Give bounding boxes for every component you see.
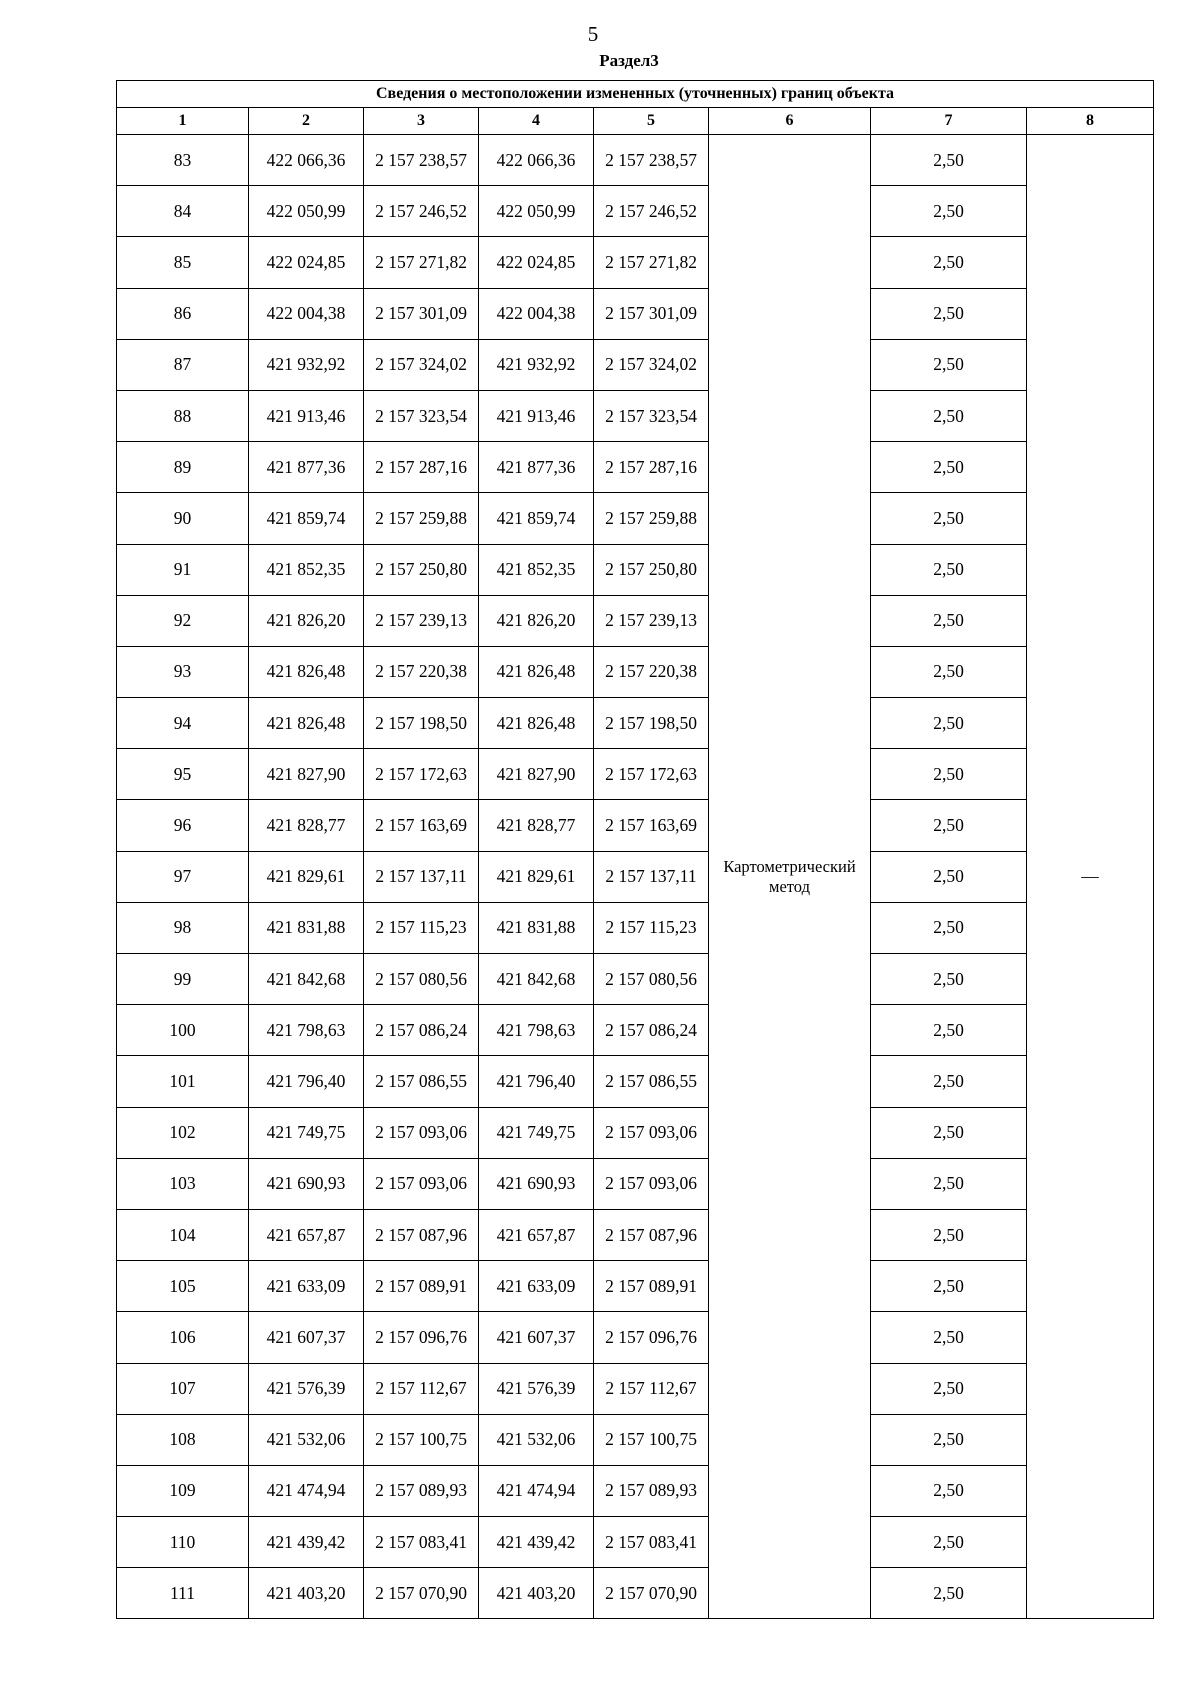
- x-existing-cell: 421 798,63: [249, 1005, 364, 1056]
- point-number-cell: 94: [117, 698, 249, 749]
- table-row: [117, 544, 1154, 595]
- accuracy-cell: 2,50: [871, 698, 1027, 749]
- y-refined-cell: 2 157 100,75: [594, 1414, 709, 1465]
- x-refined-cell: 422 050,99: [479, 186, 594, 237]
- y-refined-cell: 2 157 238,57: [594, 135, 709, 186]
- x-existing-cell: 421 576,39: [249, 1363, 364, 1414]
- x-refined-cell: 421 749,75: [479, 1107, 594, 1158]
- point-number-cell: 95: [117, 749, 249, 800]
- x-existing-cell: 421 607,37: [249, 1312, 364, 1363]
- table-row: [117, 186, 1154, 237]
- table-row: [117, 1414, 1154, 1465]
- column-header-1: 1: [117, 108, 249, 135]
- y-existing-cell: 2 157 163,69: [364, 800, 479, 851]
- x-existing-cell: 421 932,92: [249, 339, 364, 390]
- point-number-cell: 97: [117, 851, 249, 902]
- point-number-cell: 93: [117, 646, 249, 697]
- point-number-cell: 109: [117, 1465, 249, 1516]
- y-refined-cell: 2 157 080,56: [594, 954, 709, 1005]
- method-cell: Картометрический метод: [709, 135, 871, 1619]
- x-refined-cell: 421 852,35: [479, 544, 594, 595]
- table-row: [117, 1312, 1154, 1363]
- y-refined-cell: 2 157 086,24: [594, 1005, 709, 1056]
- x-refined-cell: 421 859,74: [479, 493, 594, 544]
- accuracy-cell: 2,50: [871, 954, 1027, 1005]
- y-existing-cell: 2 157 089,91: [364, 1261, 479, 1312]
- accuracy-cell: 2,50: [871, 1005, 1027, 1056]
- x-existing-cell: 421 826,48: [249, 646, 364, 697]
- accuracy-cell: 2,50: [871, 1465, 1027, 1516]
- y-refined-cell: 2 157 287,16: [594, 442, 709, 493]
- column-header-8: 8: [1027, 108, 1154, 135]
- y-existing-cell: 2 157 250,80: [364, 544, 479, 595]
- x-refined-cell: 421 439,42: [479, 1517, 594, 1568]
- x-existing-cell: 421 826,48: [249, 698, 364, 749]
- accuracy-cell: 2,50: [871, 646, 1027, 697]
- point-number-cell: 110: [117, 1517, 249, 1568]
- point-number-cell: 96: [117, 800, 249, 851]
- x-refined-cell: 421 796,40: [479, 1056, 594, 1107]
- x-refined-cell: 421 403,20: [479, 1568, 594, 1619]
- y-refined-cell: 2 157 093,06: [594, 1158, 709, 1209]
- table-row: [117, 1158, 1154, 1209]
- x-refined-cell: 421 831,88: [479, 902, 594, 953]
- point-number-cell: 91: [117, 544, 249, 595]
- table-row: [117, 1005, 1154, 1056]
- table-row: [117, 902, 1154, 953]
- table-row: [117, 135, 1154, 186]
- x-existing-cell: 421 749,75: [249, 1107, 364, 1158]
- accuracy-cell: 2,50: [871, 339, 1027, 390]
- accuracy-cell: 2,50: [871, 1517, 1027, 1568]
- accuracy-cell: 2,50: [871, 1568, 1027, 1619]
- accuracy-cell: 2,50: [871, 595, 1027, 646]
- column-header-6: 6: [709, 108, 871, 135]
- x-existing-cell: 421 826,20: [249, 595, 364, 646]
- y-refined-cell: 2 157 259,88: [594, 493, 709, 544]
- point-number-cell: 99: [117, 954, 249, 1005]
- y-existing-cell: 2 157 100,75: [364, 1414, 479, 1465]
- point-number-cell: 104: [117, 1209, 249, 1260]
- y-refined-cell: 2 157 172,63: [594, 749, 709, 800]
- y-existing-cell: 2 157 137,11: [364, 851, 479, 902]
- x-existing-cell: 422 004,38: [249, 288, 364, 339]
- accuracy-cell: 2,50: [871, 390, 1027, 441]
- x-existing-cell: 421 403,20: [249, 1568, 364, 1619]
- x-refined-cell: 422 066,36: [479, 135, 594, 186]
- y-refined-cell: 2 157 086,55: [594, 1056, 709, 1107]
- x-refined-cell: 421 798,63: [479, 1005, 594, 1056]
- column8-cell: —: [1027, 135, 1154, 1619]
- table-row: [117, 339, 1154, 390]
- y-existing-cell: 2 157 086,24: [364, 1005, 479, 1056]
- point-number-cell: 86: [117, 288, 249, 339]
- y-refined-cell: 2 157 087,96: [594, 1209, 709, 1260]
- accuracy-cell: 2,50: [871, 1261, 1027, 1312]
- x-refined-cell: 421 826,48: [479, 646, 594, 697]
- x-existing-cell: 421 633,09: [249, 1261, 364, 1312]
- y-existing-cell: 2 157 259,88: [364, 493, 479, 544]
- y-existing-cell: 2 157 115,23: [364, 902, 479, 953]
- accuracy-cell: 2,50: [871, 902, 1027, 953]
- x-existing-cell: 421 828,77: [249, 800, 364, 851]
- y-refined-cell: 2 157 112,67: [594, 1363, 709, 1414]
- y-existing-cell: 2 157 220,38: [364, 646, 479, 697]
- x-refined-cell: 421 607,37: [479, 1312, 594, 1363]
- point-number-cell: 85: [117, 237, 249, 288]
- y-existing-cell: 2 157 239,13: [364, 595, 479, 646]
- x-existing-cell: 421 690,93: [249, 1158, 364, 1209]
- x-existing-cell: 421 439,42: [249, 1517, 364, 1568]
- y-refined-cell: 2 157 250,80: [594, 544, 709, 595]
- table-row: [117, 288, 1154, 339]
- y-refined-cell: 2 157 093,06: [594, 1107, 709, 1158]
- point-number-cell: 100: [117, 1005, 249, 1056]
- y-refined-cell: 2 157 246,52: [594, 186, 709, 237]
- y-existing-cell: 2 157 198,50: [364, 698, 479, 749]
- y-existing-cell: 2 157 086,55: [364, 1056, 479, 1107]
- x-existing-cell: 421 827,90: [249, 749, 364, 800]
- y-refined-cell: 2 157 220,38: [594, 646, 709, 697]
- table-caption: Сведения о местоположении измененных (уточненных) границ объекта: [117, 81, 1154, 108]
- y-existing-cell: 2 157 070,90: [364, 1568, 479, 1619]
- table-row: [117, 237, 1154, 288]
- y-refined-cell: 2 157 096,76: [594, 1312, 709, 1363]
- table-row: [117, 954, 1154, 1005]
- x-existing-cell: 421 877,36: [249, 442, 364, 493]
- y-refined-cell: 2 157 070,90: [594, 1568, 709, 1619]
- table-row: [117, 1209, 1154, 1260]
- accuracy-cell: 2,50: [871, 493, 1027, 544]
- y-existing-cell: 2 157 096,76: [364, 1312, 479, 1363]
- page-number: 5: [587, 22, 599, 46]
- table-row: [117, 1363, 1154, 1414]
- y-existing-cell: 2 157 238,57: [364, 135, 479, 186]
- point-number-cell: 103: [117, 1158, 249, 1209]
- point-number-cell: 98: [117, 902, 249, 953]
- y-refined-cell: 2 157 239,13: [594, 595, 709, 646]
- x-refined-cell: 421 633,09: [479, 1261, 594, 1312]
- x-existing-cell: 421 852,35: [249, 544, 364, 595]
- y-refined-cell: 2 157 083,41: [594, 1517, 709, 1568]
- x-existing-cell: 421 474,94: [249, 1465, 364, 1516]
- x-refined-cell: 421 877,36: [479, 442, 594, 493]
- y-existing-cell: 2 157 172,63: [364, 749, 479, 800]
- x-existing-cell: 421 657,87: [249, 1209, 364, 1260]
- table-row: [117, 1107, 1154, 1158]
- y-existing-cell: 2 157 271,82: [364, 237, 479, 288]
- y-existing-cell: 2 157 087,96: [364, 1209, 479, 1260]
- boundary-table: [116, 80, 1154, 1619]
- x-refined-cell: 421 532,06: [479, 1414, 594, 1465]
- y-refined-cell: 2 157 089,93: [594, 1465, 709, 1516]
- y-existing-cell: 2 157 324,02: [364, 339, 479, 390]
- accuracy-cell: 2,50: [871, 1312, 1027, 1363]
- x-refined-cell: 421 474,94: [479, 1465, 594, 1516]
- table-row: [117, 595, 1154, 646]
- table-row: [117, 800, 1154, 851]
- y-refined-cell: 2 157 324,02: [594, 339, 709, 390]
- x-refined-cell: 422 004,38: [479, 288, 594, 339]
- y-existing-cell: 2 157 089,93: [364, 1465, 479, 1516]
- table-row: [117, 1261, 1154, 1312]
- section-title: Раздел3: [599, 51, 659, 70]
- table-row: [117, 1517, 1154, 1568]
- x-existing-cell: 421 532,06: [249, 1414, 364, 1465]
- point-number-cell: 90: [117, 493, 249, 544]
- column-header-2: 2: [249, 108, 364, 135]
- x-refined-cell: 421 826,48: [479, 698, 594, 749]
- accuracy-cell: 2,50: [871, 800, 1027, 851]
- accuracy-cell: 2,50: [871, 1107, 1027, 1158]
- accuracy-cell: 2,50: [871, 851, 1027, 902]
- table-row: [117, 698, 1154, 749]
- y-existing-cell: 2 157 301,09: [364, 288, 479, 339]
- y-existing-cell: 2 157 246,52: [364, 186, 479, 237]
- y-refined-cell: 2 157 163,69: [594, 800, 709, 851]
- accuracy-cell: 2,50: [871, 186, 1027, 237]
- x-existing-cell: 422 066,36: [249, 135, 364, 186]
- accuracy-cell: 2,50: [871, 135, 1027, 186]
- table-body: [117, 135, 1154, 1619]
- x-existing-cell: 421 831,88: [249, 902, 364, 953]
- accuracy-cell: 2,50: [871, 1158, 1027, 1209]
- x-existing-cell: 421 842,68: [249, 954, 364, 1005]
- x-refined-cell: 421 827,90: [479, 749, 594, 800]
- accuracy-cell: 2,50: [871, 1056, 1027, 1107]
- accuracy-cell: 2,50: [871, 1414, 1027, 1465]
- accuracy-cell: 2,50: [871, 237, 1027, 288]
- y-refined-cell: 2 157 198,50: [594, 698, 709, 749]
- table-row: [117, 1465, 1154, 1516]
- x-existing-cell: 422 024,85: [249, 237, 364, 288]
- point-number-cell: 106: [117, 1312, 249, 1363]
- point-number-cell: 101: [117, 1056, 249, 1107]
- point-number-cell: 108: [117, 1414, 249, 1465]
- y-existing-cell: 2 157 093,06: [364, 1107, 479, 1158]
- point-number-cell: 107: [117, 1363, 249, 1414]
- x-refined-cell: 421 576,39: [479, 1363, 594, 1414]
- y-refined-cell: 2 157 137,11: [594, 851, 709, 902]
- x-refined-cell: 421 826,20: [479, 595, 594, 646]
- column-header-3: 3: [364, 108, 479, 135]
- x-existing-cell: 421 859,74: [249, 493, 364, 544]
- x-existing-cell: 421 796,40: [249, 1056, 364, 1107]
- column-header-7: 7: [871, 108, 1027, 135]
- table-row: [117, 1056, 1154, 1107]
- x-refined-cell: 421 828,77: [479, 800, 594, 851]
- point-number-cell: 83: [117, 135, 249, 186]
- x-refined-cell: 421 842,68: [479, 954, 594, 1005]
- table-row: [117, 1568, 1154, 1619]
- x-refined-cell: 421 932,92: [479, 339, 594, 390]
- accuracy-cell: 2,50: [871, 442, 1027, 493]
- x-existing-cell: 421 829,61: [249, 851, 364, 902]
- point-number-cell: 92: [117, 595, 249, 646]
- x-refined-cell: 421 657,87: [479, 1209, 594, 1260]
- accuracy-cell: 2,50: [871, 749, 1027, 800]
- table-row: [117, 493, 1154, 544]
- point-number-cell: 87: [117, 339, 249, 390]
- column-header-5: 5: [594, 108, 709, 135]
- y-existing-cell: 2 157 080,56: [364, 954, 479, 1005]
- y-refined-cell: 2 157 323,54: [594, 390, 709, 441]
- y-existing-cell: 2 157 323,54: [364, 390, 479, 441]
- y-refined-cell: 2 157 115,23: [594, 902, 709, 953]
- y-existing-cell: 2 157 112,67: [364, 1363, 479, 1414]
- point-number-cell: 84: [117, 186, 249, 237]
- table-row: [117, 749, 1154, 800]
- point-number-cell: 105: [117, 1261, 249, 1312]
- table-row: [117, 646, 1154, 697]
- point-number-cell: 89: [117, 442, 249, 493]
- column-header-4: 4: [479, 108, 594, 135]
- accuracy-cell: 2,50: [871, 288, 1027, 339]
- point-number-cell: 88: [117, 390, 249, 441]
- y-existing-cell: 2 157 287,16: [364, 442, 479, 493]
- x-existing-cell: 421 913,46: [249, 390, 364, 441]
- y-refined-cell: 2 157 271,82: [594, 237, 709, 288]
- table-row: [117, 851, 1154, 902]
- x-refined-cell: 422 024,85: [479, 237, 594, 288]
- x-refined-cell: 421 913,46: [479, 390, 594, 441]
- accuracy-cell: 2,50: [871, 1209, 1027, 1260]
- y-existing-cell: 2 157 083,41: [364, 1517, 479, 1568]
- x-existing-cell: 422 050,99: [249, 186, 364, 237]
- point-number-cell: 111: [117, 1568, 249, 1619]
- y-refined-cell: 2 157 301,09: [594, 288, 709, 339]
- y-existing-cell: 2 157 093,06: [364, 1158, 479, 1209]
- x-refined-cell: 421 829,61: [479, 851, 594, 902]
- accuracy-cell: 2,50: [871, 544, 1027, 595]
- accuracy-cell: 2,50: [871, 1363, 1027, 1414]
- point-number-cell: 102: [117, 1107, 249, 1158]
- y-refined-cell: 2 157 089,91: [594, 1261, 709, 1312]
- x-refined-cell: 421 690,93: [479, 1158, 594, 1209]
- table-row: [117, 390, 1154, 441]
- table-row: [117, 442, 1154, 493]
